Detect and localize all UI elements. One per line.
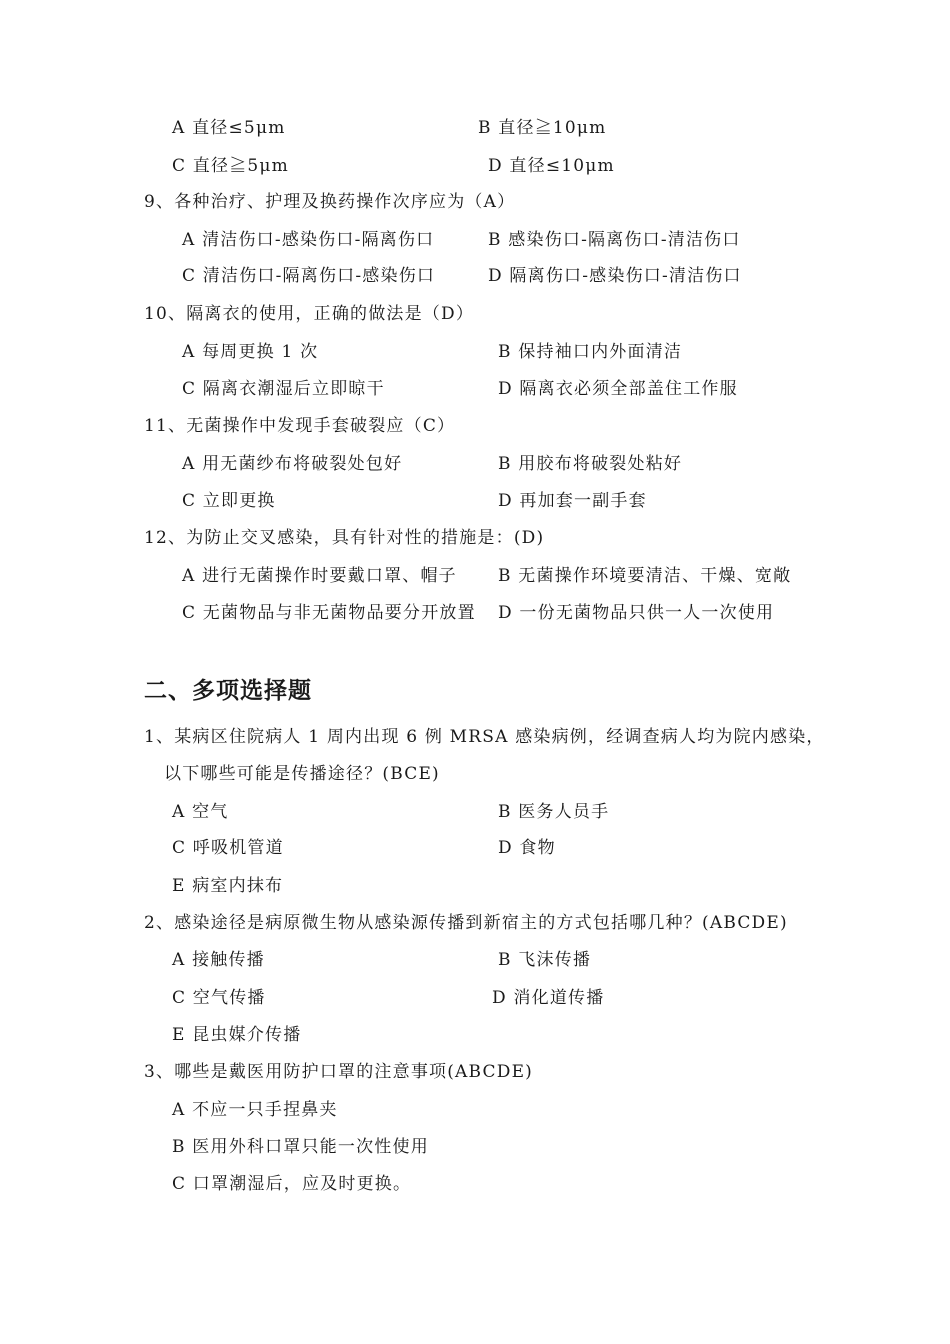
q9-option-a: A 清洁伤口-感染伤口-隔离伤口 xyxy=(182,230,435,250)
m2-option-d: D 消化道传播 xyxy=(492,988,605,1008)
q12-option-d: D 一份无菌物品只供一人一次使用 xyxy=(498,603,775,623)
q11-option-b: B 用胶布将破裂处粘好 xyxy=(498,454,683,474)
q10-option-d: D 隔离衣必须全部盖住工作服 xyxy=(498,379,738,399)
m1-option-a: A 空气 xyxy=(172,802,229,822)
q11-stem: 11、无菌操作中发现手套破裂应（C） xyxy=(144,416,456,436)
q10-option-b: B 保持袖口内外面清洁 xyxy=(498,342,683,362)
m1-option-b: B 医务人员手 xyxy=(498,802,610,822)
m1-stem-line1: 1、某病区住院病人 1 周内出现 6 例 MRSA 感染病例，经调查病人均为院内感染， xyxy=(144,727,825,747)
q9-option-d: D 隔离伤口-感染伤口-清洁伤口 xyxy=(488,266,742,286)
m1-option-c: C 呼吸机管道 xyxy=(172,838,284,858)
section-heading-multiple-choice: 二、多项选择题 xyxy=(144,678,312,704)
m1-option-d: D 食物 xyxy=(498,838,556,858)
m2-option-c: C 空气传播 xyxy=(172,988,266,1008)
q9-option-b: B 感染伤口-隔离伤口-清洁伤口 xyxy=(488,230,741,250)
q11-option-c: C 立即更换 xyxy=(182,491,276,511)
m3-stem: 3、哪些是戴医用防护口罩的注意事项(ABCDE) xyxy=(144,1062,534,1082)
m3-option-b: B 医用外科口罩只能一次性使用 xyxy=(172,1137,429,1157)
q8-option-b: B 直径≧10μm xyxy=(478,118,607,138)
m3-option-c: C 口罩潮湿后，应及时更换。 xyxy=(172,1174,412,1194)
q8-option-a: A 直径≤5μm xyxy=(172,118,286,138)
m1-stem-line2: 以下哪些可能是传播途径？(BCE) xyxy=(164,764,440,784)
q12-stem: 12、为防止交叉感染，具有针对性的措施是：(D) xyxy=(144,528,545,548)
q10-option-a: A 每周更换 1 次 xyxy=(182,342,319,362)
q9-stem: 9、各种治疗、护理及换药操作次序应为（A） xyxy=(144,192,516,212)
q11-option-d: D 再加套一副手套 xyxy=(498,491,647,511)
q10-stem: 10、隔离衣的使用，正确的做法是（D） xyxy=(144,304,475,324)
m2-option-b: B 飞沫传播 xyxy=(498,950,592,970)
m2-option-a: A 接触传播 xyxy=(172,950,265,970)
q9-option-c: C 清洁伤口-隔离伤口-感染伤口 xyxy=(182,266,436,286)
q12-option-b: B 无菌操作环境要清洁、干燥、宽敞 xyxy=(498,566,792,586)
q12-option-a: A 进行无菌操作时要戴口罩、帽子 xyxy=(182,566,457,586)
q10-option-c: C 隔离衣潮湿后立即晾干 xyxy=(182,379,385,399)
m2-stem: 2、感染途径是病原微生物从感染源传播到新宿主的方式包括哪几种？(ABCDE) xyxy=(144,913,788,933)
q12-option-c: C 无菌物品与非无菌物品要分开放置 xyxy=(182,603,476,623)
m3-option-a: A 不应一只手捏鼻夹 xyxy=(172,1100,338,1120)
m1-option-e: E 病室内抹布 xyxy=(172,876,284,896)
m2-option-e: E 昆虫媒介传播 xyxy=(172,1025,302,1045)
q8-option-c: C 直径≧5μm xyxy=(172,156,289,176)
q8-option-d: D 直径≤10μm xyxy=(488,156,615,176)
q11-option-a: A 用无菌纱布将破裂处包好 xyxy=(182,454,403,474)
